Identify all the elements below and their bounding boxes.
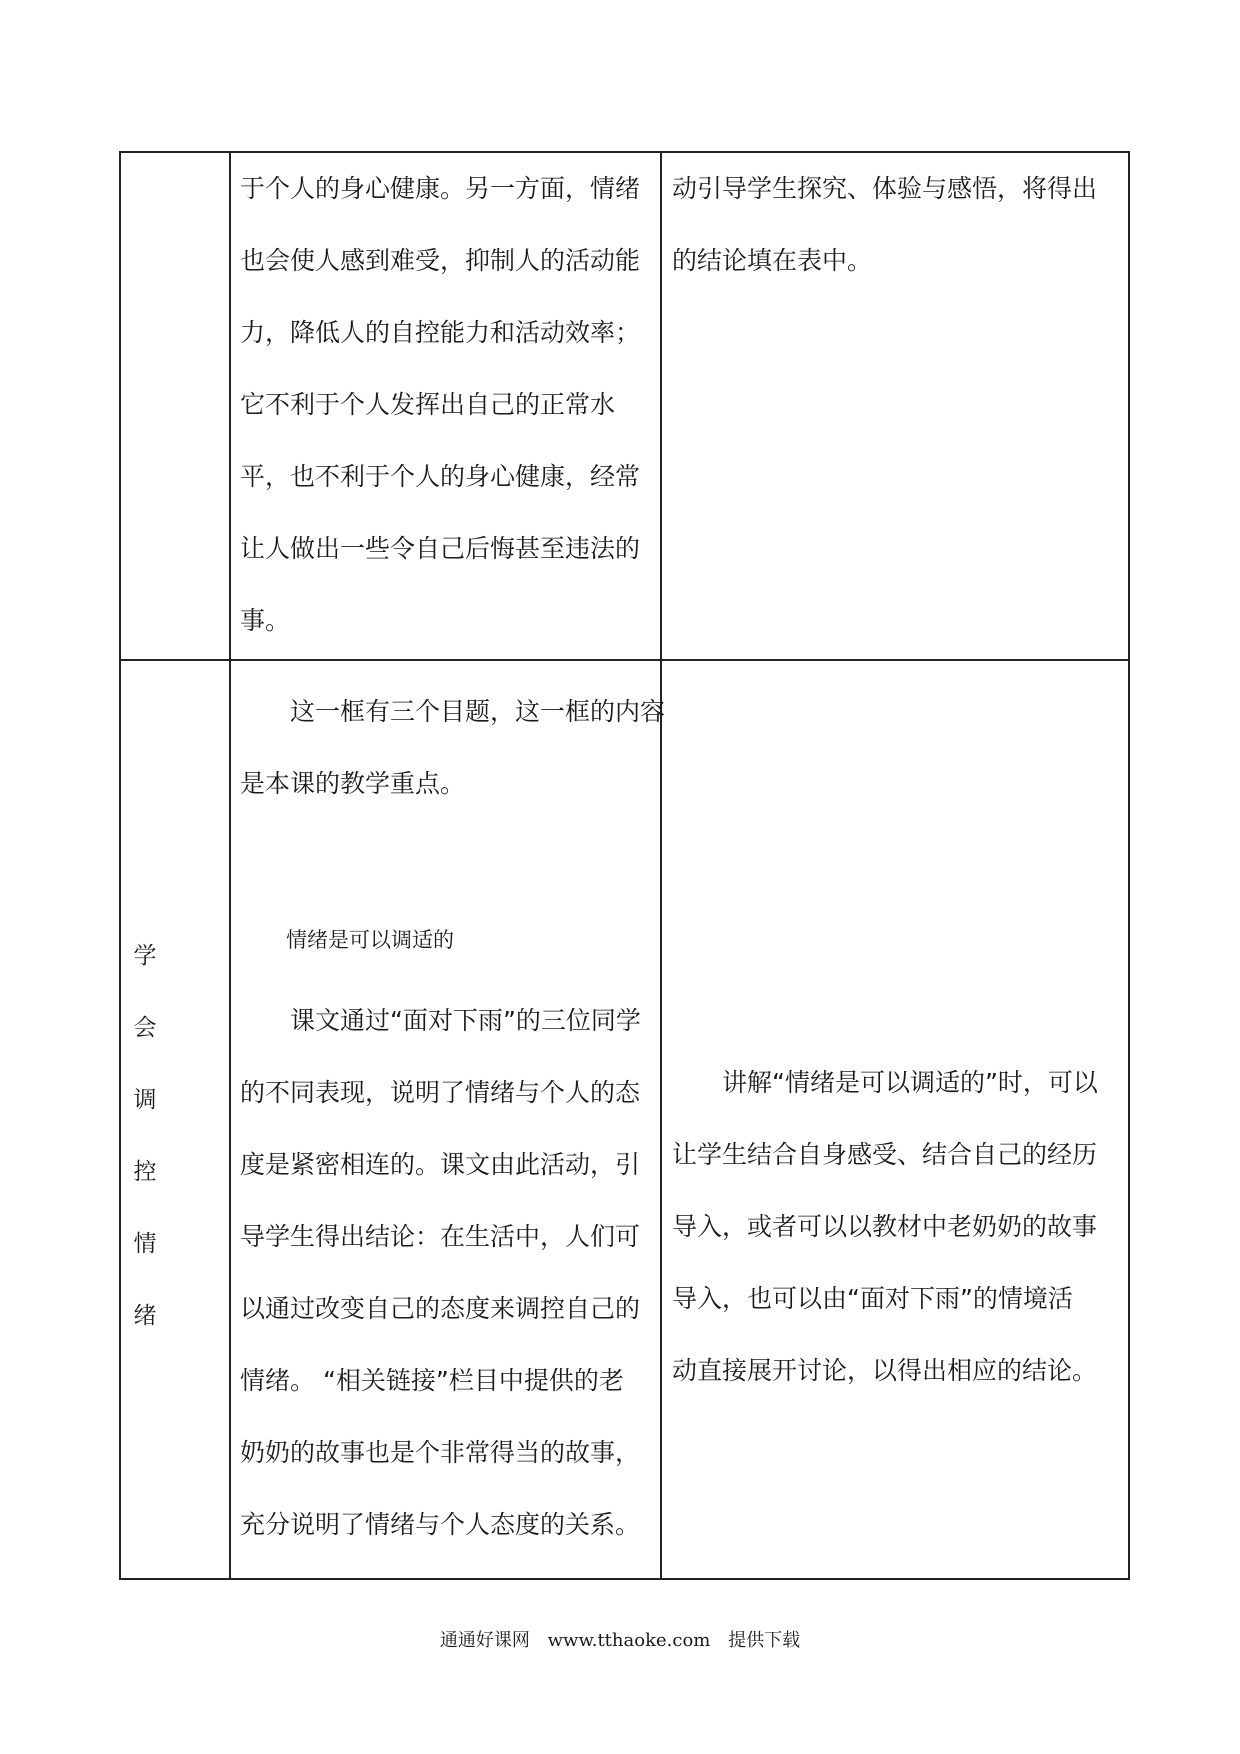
row2-intro [240,676,666,820]
footer-site-name: 通通好课网 [439,1630,530,1651]
text-line: 力，降低人的自控能力和活动效率； [240,318,641,347]
text-line: 让人做出一些令自己后悔甚至违法的 [240,534,641,563]
text-line: 它不利于个人发挥出自己的正常水 [240,390,616,419]
heading-char: 绪 [133,1303,157,1329]
text-line: 的结论填在表中。 [672,246,873,275]
heading-char: 控 [133,1159,157,1185]
text-line: 导学生得出结论：在生活中，人们可 [240,1222,641,1251]
text-line: 讲解“情绪是可以调适的”时，可以 [722,1068,1098,1097]
column-divider-1 [229,151,231,1580]
heading-char: 学 [133,943,157,969]
text-line: 这一框有三个目题，这一框的内容 [290,697,666,726]
table-left-border [119,151,121,1580]
text-line: 奶奶的故事也是个非常得当的故事， [240,1438,641,1467]
text-line: 动直接展开讨论，以得出相应的结论。 [672,1356,1098,1385]
text-line: 是本课的教学重点。 [240,769,466,798]
footer-suffix: 提供下载 [728,1630,801,1651]
text-line: 于个人的身心健康。另一方面，情绪 [240,174,641,203]
row1-content-cell [240,153,655,657]
text-line: 导入，或者可以以教材中老奶奶的故事 [672,1212,1098,1241]
text-line: 度是紧密相连的。课文由此活动，引 [240,1150,641,1179]
table-bottom-border [119,1578,1130,1580]
row-divider [119,659,1130,661]
row2-body [240,985,655,1561]
text-line: 以通过改变自己的态度来调控自己的 [240,1294,641,1323]
text-line: 事。 [240,606,291,635]
row2-method-cell [672,1047,1124,1407]
table-right-border [1128,151,1130,1580]
row2-subheading: 情绪是可以调适的 [286,928,454,952]
text-line: 让学生结合自身感受、结合自己的经历 [672,1140,1098,1169]
text-line: 充分说明了情绪与个人态度的关系。 [240,1510,641,1539]
footer-url[interactable]: www.tthaoke.com [547,1630,711,1651]
heading-char: 调 [133,1087,157,1113]
text-line: 动引导学生探究、体验与感悟，将得出 [672,174,1098,203]
column-divider-2 [660,151,662,1580]
text-line: 导入，也可以由“面对下雨”的情境活 [672,1284,1073,1313]
row1-method-cell [672,153,1124,297]
text-line: 平，也不利于个人的身心健康，经常 [240,462,641,491]
section-heading-vertical [120,920,170,1352]
text-line: 课文通过“面对下雨”的三位同学 [290,1006,641,1035]
page-footer [0,1626,1240,1652]
heading-char: 情 [133,1231,157,1257]
text-line: 情绪。 “相关链接”栏目中提供的老 [240,1366,624,1395]
text-line: 也会使人感到难受，抑制人的活动能 [240,246,641,275]
heading-char: 会 [133,1015,157,1041]
text-line: 的不同表现，说明了情绪与个人的态 [240,1078,641,1107]
